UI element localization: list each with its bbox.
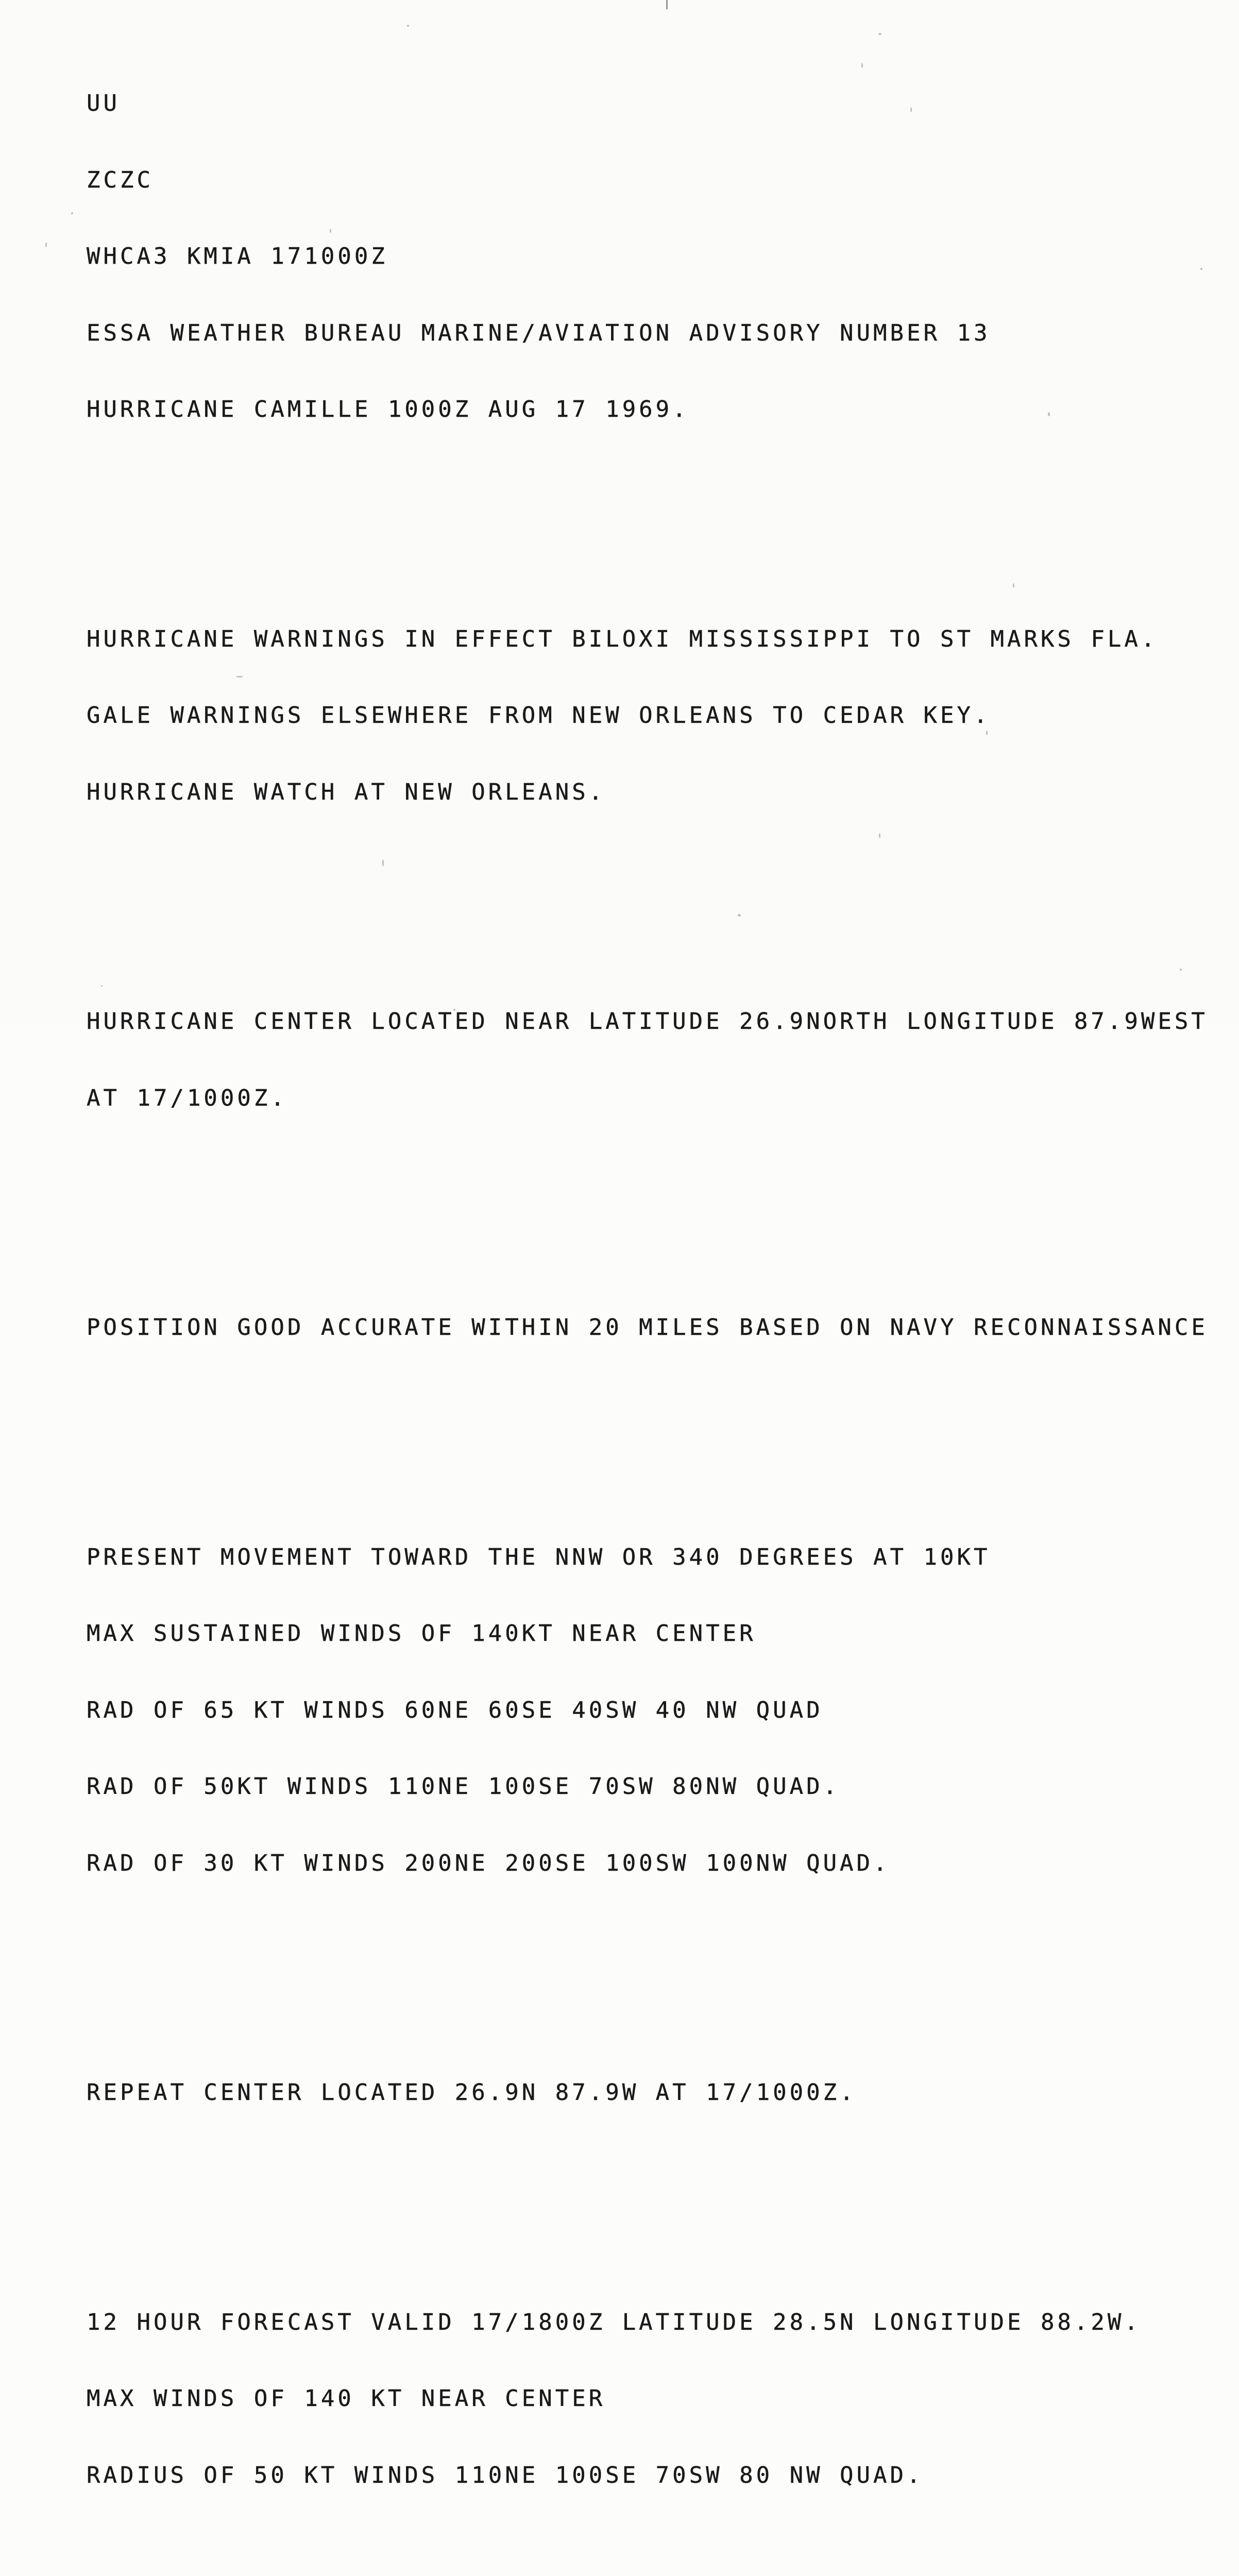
- scan-speck: [71, 212, 73, 214]
- warning-line: GALE WARNINGS ELSEWHERE FROM NEW ORLEANS TO CEDAR KEY.: [87, 702, 991, 728]
- repeat-center-block: [87, 2029, 1189, 2157]
- position-accuracy-block: [87, 1264, 1208, 1392]
- warning-line: HURRICANE WATCH AT NEW ORLEANS.: [87, 778, 606, 805]
- storm-name-line: HURRICANE CAMILLE 1000Z AUG 17 1969.: [87, 396, 689, 422]
- forecast-line: 12 HOUR FORECAST VALID 17/1800Z LATITUDE 28.5N LONGITUDE 88.2W.: [87, 2309, 1141, 2335]
- wind-radius-line: RAD OF 30 KT WINDS 200NE 200SE 100SW 100NW QUAD.: [87, 1850, 890, 1876]
- repeat-center-line: REPEAT CENTER LOCATED 26.9N 87.9W AT 17/1000Z.: [87, 2079, 857, 2106]
- message-start: ZCZC: [87, 166, 154, 193]
- message-heading: WHCA3 KMIA 171000Z: [87, 243, 388, 269]
- advisory-title: ESSA WEATHER BUREAU MARINE/AVIATION ADVISORY NUMBER 13: [87, 319, 991, 346]
- forecast-line: MAX WINDS OF 140 KT NEAR CENTER: [87, 2385, 606, 2412]
- scan-speck: [45, 242, 47, 247]
- warning-line: HURRICANE WARNINGS IN EFFECT BILOXI MISSISSIPPI TO ST MARKS FLA.: [87, 625, 1158, 652]
- header-block: [87, 40, 1189, 473]
- forecast-12-hour-block: [87, 2259, 1189, 2539]
- forecast-line: RADIUS OF 50 KT WINDS 110NE 100SE 70SW 80 NW QUAD.: [87, 2462, 924, 2488]
- advisory-text: [87, 0, 1208, 2576]
- wind-radius-line: RAD OF 50KT WINDS 110NE 100SE 70SW 80NW QUAD.: [87, 1773, 840, 1800]
- warnings-block: [87, 575, 1189, 856]
- movement-line: PRESENT MOVEMENT TOWARD THE NNW OR 340 DEGREES AT 10KT: [87, 1544, 991, 1570]
- routing-prefix: UU: [87, 90, 120, 116]
- position-accuracy-line: POSITION GOOD ACCURATE WITHIN 20 MILES BASED ON NAVY RECONNAISSANCE: [87, 1314, 1208, 1341]
- max-winds-line: MAX SUSTAINED WINDS OF 140KT NEAR CENTER: [87, 1620, 756, 1647]
- scan-speck: [1200, 268, 1202, 270]
- center-location-block: [87, 958, 1208, 1162]
- center-location-line: HURRICANE CENTER LOCATED NEAR LATITUDE 26.9NORTH LONGITUDE 87.9WEST: [87, 1008, 1208, 1035]
- wind-radius-line: RAD OF 65 KT WINDS 60NE 60SE 40SW 40 NW QUAD: [87, 1697, 823, 1723]
- center-location-line: AT 17/1000Z.: [87, 1084, 287, 1111]
- movement-winds-block: [87, 1494, 1189, 1927]
